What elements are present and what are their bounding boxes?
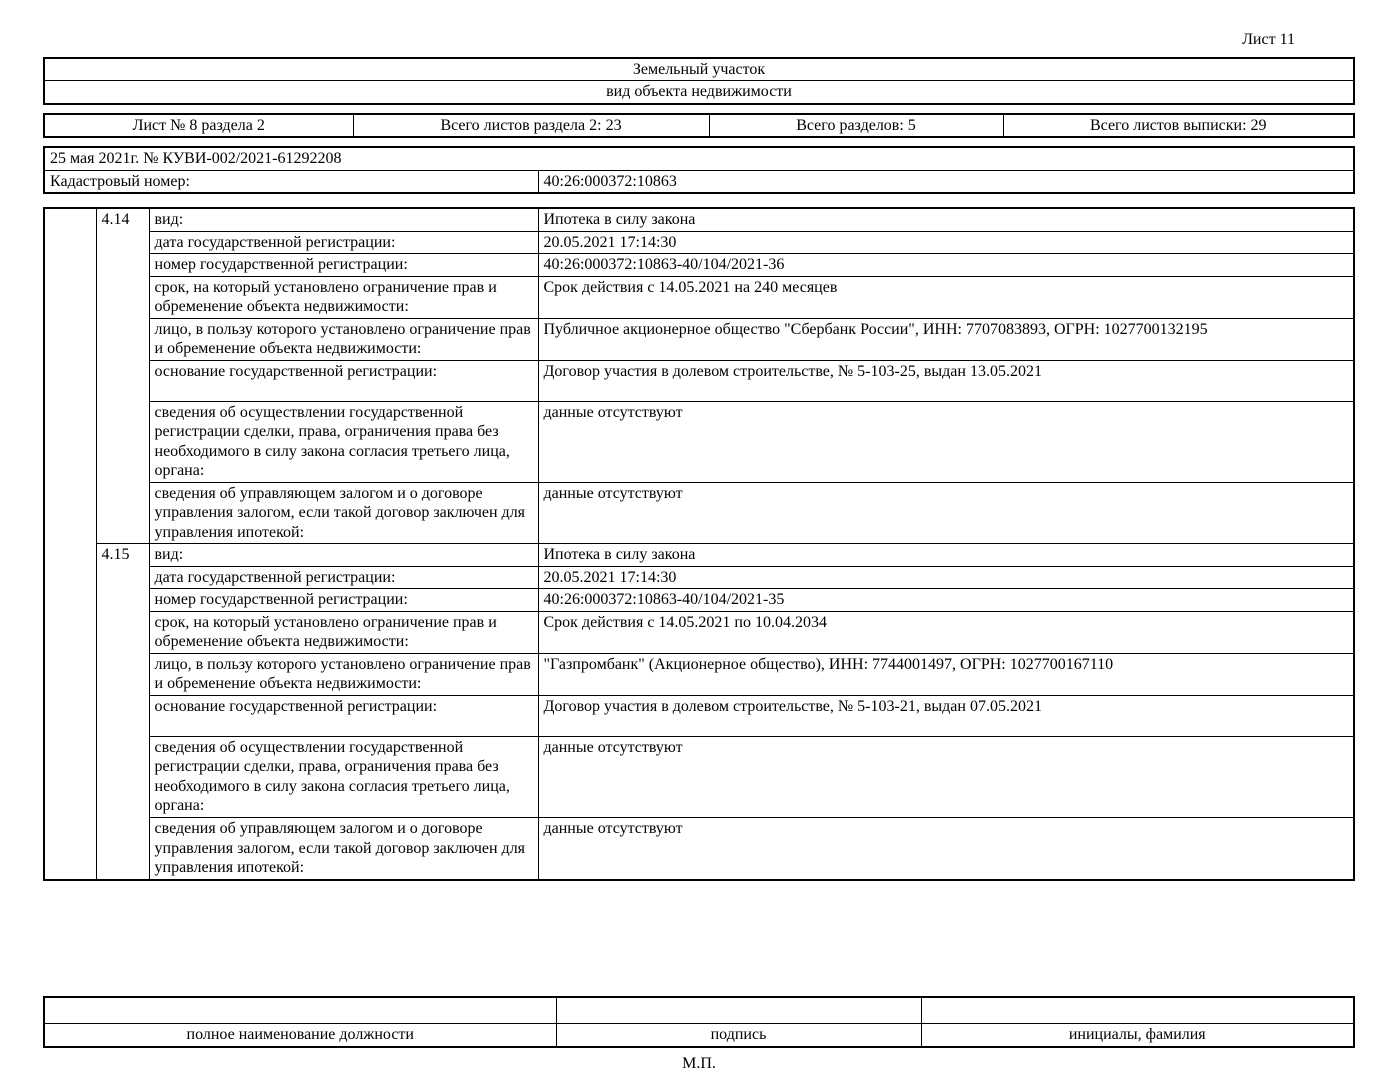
field-value: Публичное акционерное общество "Сбербанк России", ИНН: 7707083893, ОГРН: 1027700132195 <box>538 318 1354 360</box>
table-row <box>44 318 1354 360</box>
field-label: основание государственной регистрации: <box>149 360 538 401</box>
table-row <box>44 401 1354 482</box>
extract-date-row <box>44 147 1354 170</box>
signature-labels-row <box>44 1024 1354 1047</box>
field-label: лицо, в пользу которого установлено ограничение прав и обременение объекта недвижимости: <box>149 653 538 695</box>
field-value: Договор участия в долевом строительстве, № 5-103-21, выдан 07.05.2021 <box>538 695 1354 736</box>
cadastral-number-row <box>44 170 1354 193</box>
table-row <box>44 736 1354 817</box>
object-type-title: Земельный участок <box>44 58 1354 81</box>
left-spacer-cell <box>44 208 96 879</box>
field-value: Ипотека в силу закона <box>538 544 1354 567</box>
table-row <box>44 208 1354 231</box>
field-value: Договор участия в долевом строительстве, № 5-103-25, выдан 13.05.2021 <box>538 360 1354 401</box>
field-label: номер государственной регистрации: <box>149 589 538 612</box>
spacer <box>43 105 1355 113</box>
field-label: сведения об осуществлении государственной регистрации сделки, права, ограничения права без необходимого в силу закона согласия третьего лица, органа: <box>149 736 538 817</box>
table-row <box>44 276 1354 318</box>
sheet-info-section-sheets: Всего листов раздела 2: 23 <box>353 114 709 138</box>
stamp-place: М.П. <box>682 1054 716 1072</box>
initials-label: инициалы, фамилия <box>921 1024 1354 1047</box>
position-label: полное наименование должности <box>44 1024 556 1047</box>
sheet-info-extract-sheets: Всего листов выписки: 29 <box>1003 114 1354 138</box>
record-number: 4.15 <box>96 544 149 880</box>
position-field <box>44 997 556 1024</box>
document-info-table <box>43 146 1355 194</box>
field-value: 20.05.2021 17:14:30 <box>538 566 1354 589</box>
table-row <box>44 231 1354 254</box>
record-number: 4.14 <box>96 208 149 544</box>
table-row <box>44 589 1354 612</box>
signature-label: подпись <box>556 1024 921 1047</box>
initials-field <box>921 997 1354 1024</box>
field-value: Срок действия с 14.05.2021 на 240 месяцев <box>538 276 1354 318</box>
field-value: Срок действия с 14.05.2021 по 10.04.2034 <box>538 611 1354 653</box>
signature-table <box>43 996 1355 1048</box>
field-label: основание государственной регистрации: <box>149 695 538 736</box>
field-value: 40:26:000372:10863-40/104/2021-35 <box>538 589 1354 612</box>
field-value: 20.05.2021 17:14:30 <box>538 231 1354 254</box>
table-row <box>44 653 1354 695</box>
field-value: данные отсутствуют <box>538 817 1354 879</box>
table-row <box>44 482 1354 544</box>
object-type-table <box>43 57 1355 105</box>
field-label: срок, на который установлено ограничение прав и обременение объекта недвижимости: <box>149 276 538 318</box>
sheet-info-row <box>44 114 1354 138</box>
field-value: данные отсутствуют <box>538 401 1354 482</box>
spacer <box>43 138 1355 146</box>
field-value: "Газпромбанк" (Акционерное общество), ИНН: 7744001497, ОГРН: 1027700167110 <box>538 653 1354 695</box>
table-row <box>44 360 1354 401</box>
spacer <box>43 194 1355 207</box>
table-row <box>44 611 1354 653</box>
sheet-info-table <box>43 113 1355 139</box>
field-value: 40:26:000372:10863-40/104/2021-36 <box>538 254 1354 277</box>
restrictions-table <box>43 207 1355 880</box>
table-row <box>44 817 1354 879</box>
sheet-number: Лист 11 <box>1242 31 1295 48</box>
field-label: дата государственной регистрации: <box>149 566 538 589</box>
field-label: номер государственной регистрации: <box>149 254 538 277</box>
field-label: сведения об управляющем залогом и о договоре управления залогом, если такой договор заключен для управления ипотекой: <box>149 482 538 544</box>
field-value: данные отсутствуют <box>538 736 1354 817</box>
table-row <box>44 254 1354 277</box>
signature-field <box>556 997 921 1024</box>
field-value: данные отсутствуют <box>538 482 1354 544</box>
object-type-caption: вид объекта недвижимости <box>44 81 1354 104</box>
table-row <box>44 566 1354 589</box>
field-label: сведения об осуществлении государственной регистрации сделки, права, ограничения права без необходимого в силу закона согласия третьего лица, органа: <box>149 401 538 482</box>
signature-fields-row <box>44 997 1354 1024</box>
field-value: Ипотека в силу закона <box>538 208 1354 231</box>
cadastral-number-value: 40:26:000372:10863 <box>538 170 1354 193</box>
field-label: вид: <box>149 208 538 231</box>
field-label: лицо, в пользу которого установлено ограничение прав и обременение объекта недвижимости: <box>149 318 538 360</box>
field-label: срок, на который установлено ограничение прав и обременение объекта недвижимости: <box>149 611 538 653</box>
field-label: вид: <box>149 544 538 567</box>
field-label: сведения об управляющем залогом и о договоре управления залогом, если такой договор заключен для управления ипотекой: <box>149 817 538 879</box>
extract-date-number: 25 мая 2021г. № КУВИ-002/2021-61292208 <box>44 147 1354 170</box>
table-row <box>44 695 1354 736</box>
sheet-info-sections: Всего разделов: 5 <box>709 114 1003 138</box>
table-row <box>44 544 1354 567</box>
sheet-info-sheet: Лист № 8 раздела 2 <box>44 114 353 138</box>
cadastral-number-label: Кадастровый номер: <box>44 170 538 193</box>
field-label: дата государственной регистрации: <box>149 231 538 254</box>
